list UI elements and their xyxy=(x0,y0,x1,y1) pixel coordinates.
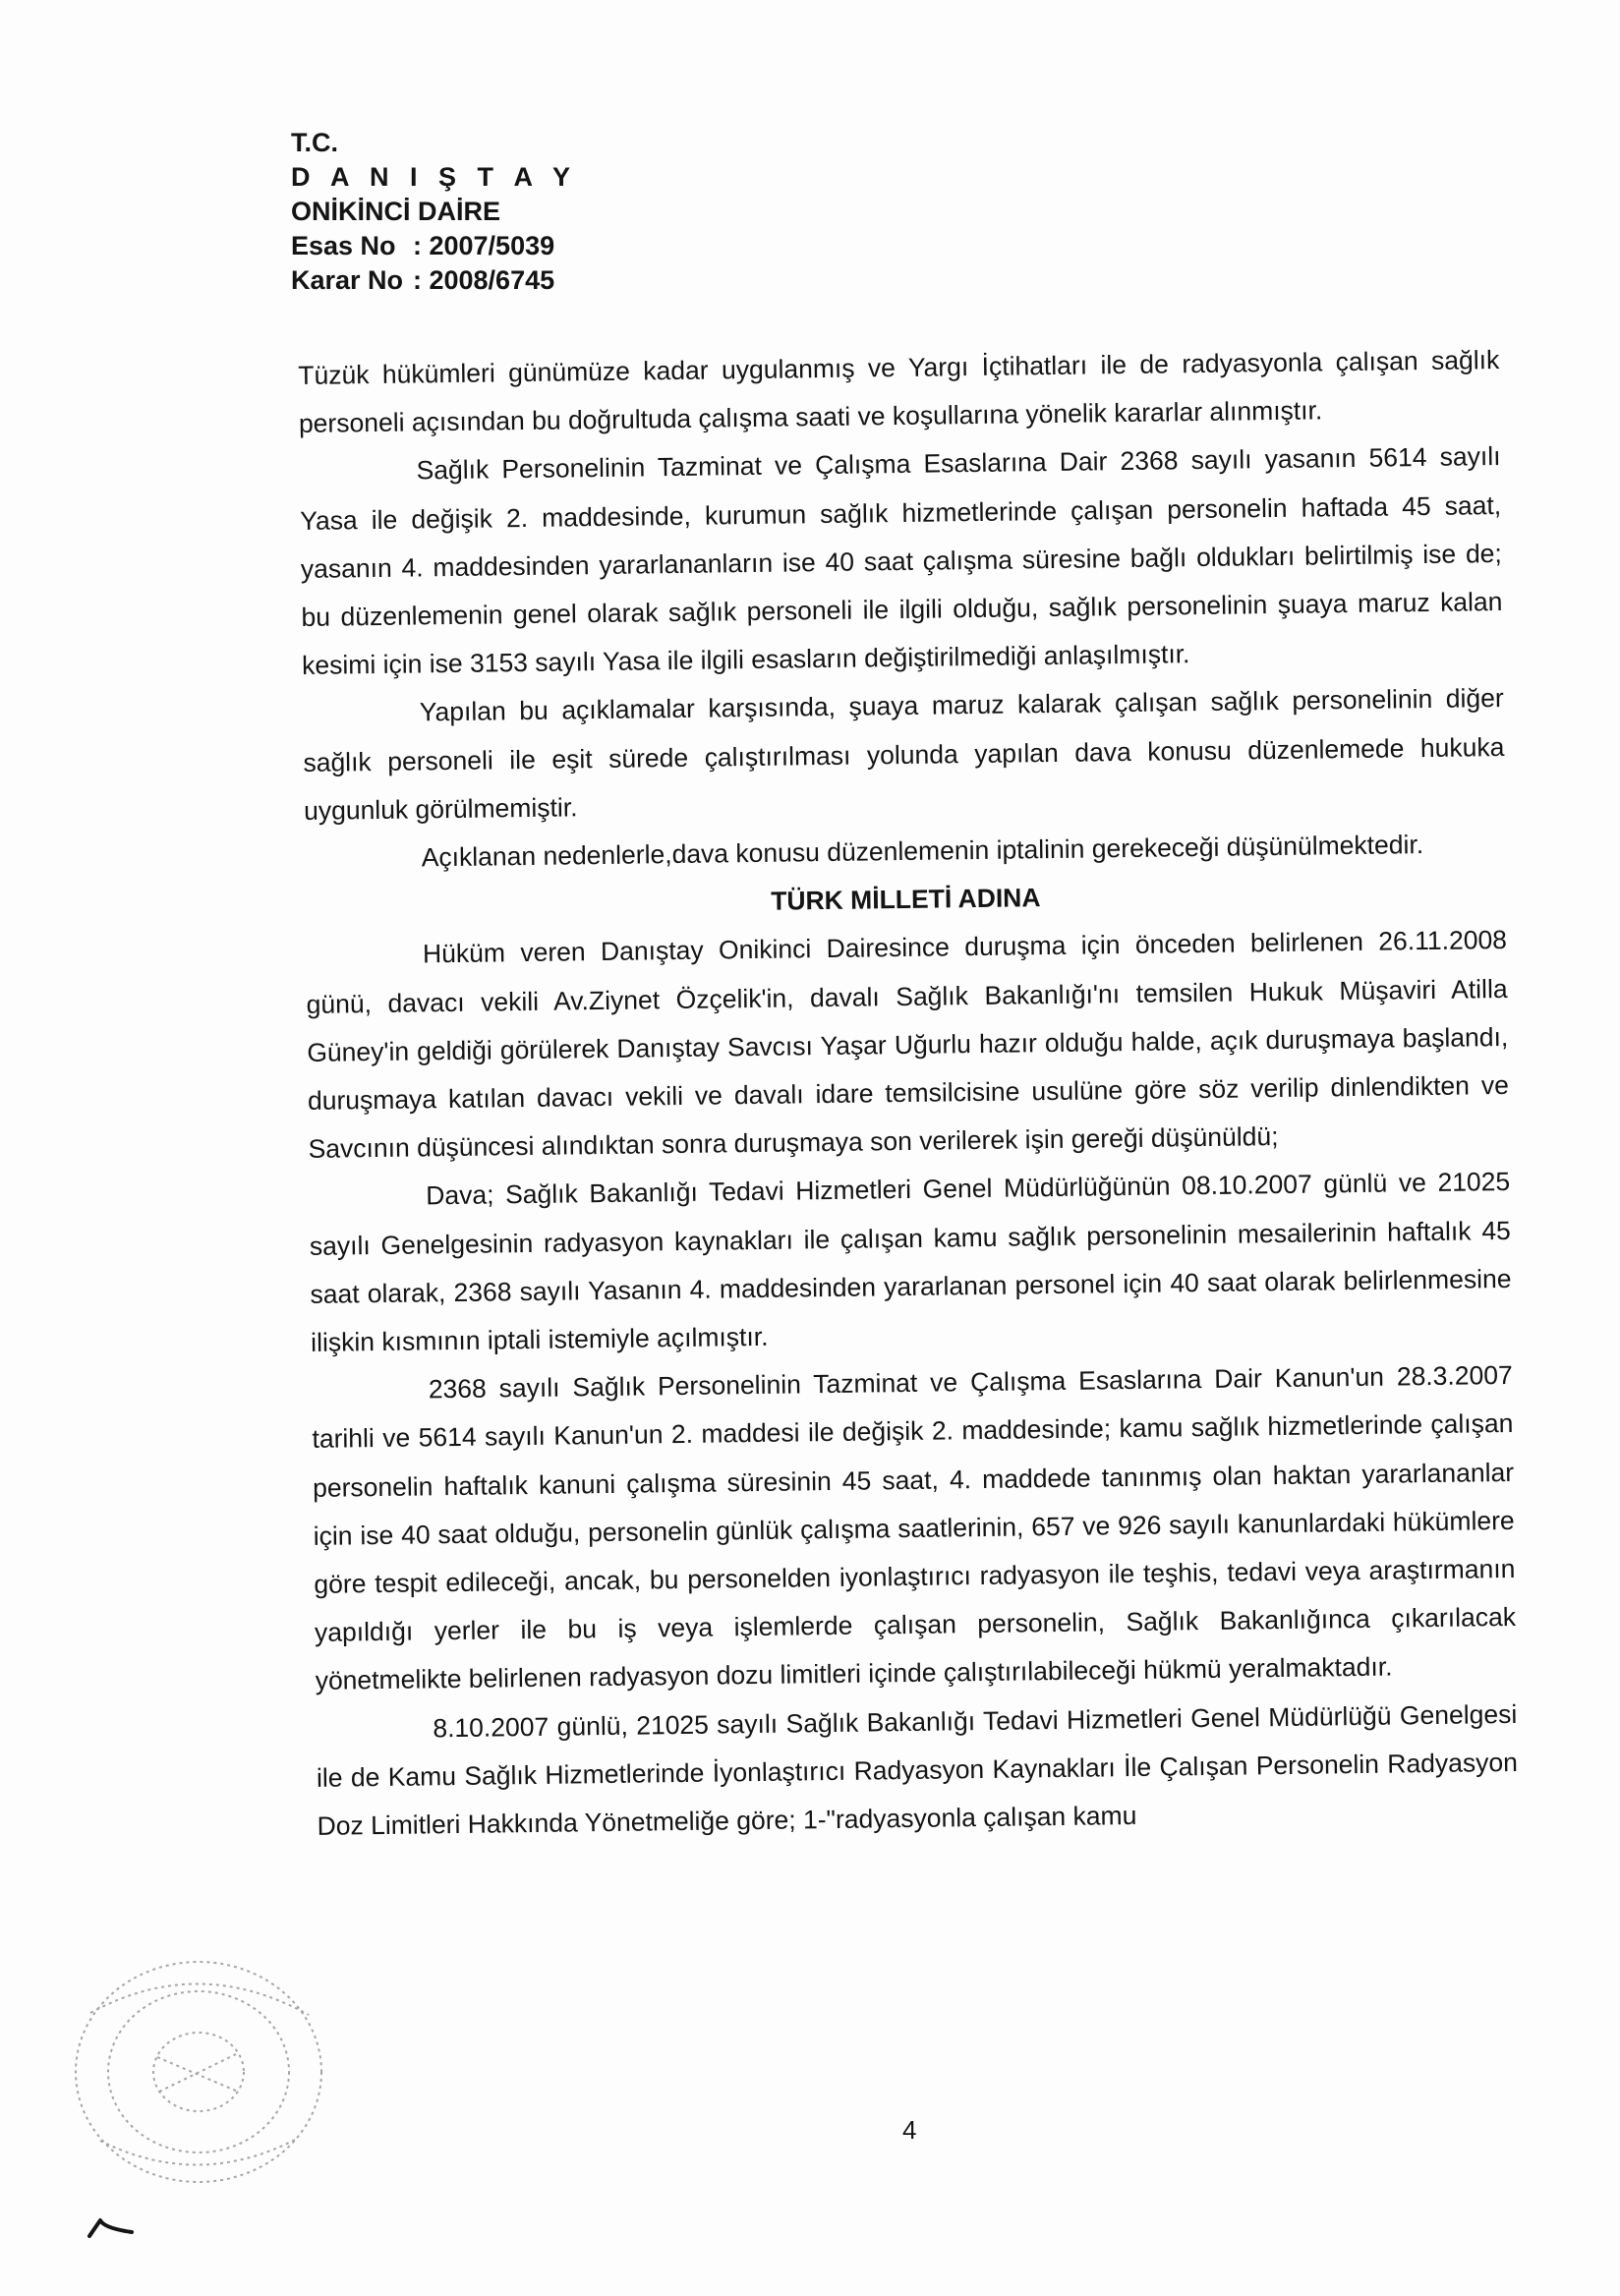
esas-label: Esas No xyxy=(291,231,396,260)
pen-mark-icon xyxy=(87,2214,136,2240)
paragraph-5: Hüküm veren Danıştay Onikinci Dairesince duruşma için önceden belirlenen 26.11.2008 günü, davacı vekili Av.Ziynet Özçelik'in, davalı Sağlık Bakanlığı'nı temsilen Hukuk Müşaviri Atilla Güney'in geldiği görülerek Danıştay Savcısı Yaşar Uğurlu hazır olduğu halde, açık duruşmaya başlandı, duruşmaya katılan davacı vekili ve davalı idare temsilcisine usulüne göre söz verilip dinlendikten ve Savcının düşüncesi alındıktan sonra duruşmaya son verilerek işin gereği düşünüldü; xyxy=(306,925,1510,1165)
karar-row xyxy=(291,263,577,298)
paragraph-3: Yapılan bu açıklamalar karşısında, şuaya maruz kalarak çalışan sağlık personelinin diğer sağlık personeli ile eşit sürede çalıştırılması yolunda yapılan dava konusu düzenlemede hukuka uygunluk görülmemiştir. xyxy=(303,683,1505,826)
section-heading: TÜRK MİLLETİ ADINA xyxy=(771,883,1041,916)
karar-value: : 2008/6745 xyxy=(413,265,555,295)
esas-row xyxy=(291,229,577,263)
chamber-name: ONİKİNCİ DAİRE xyxy=(291,197,501,226)
paragraph-8: 8.10.2007 günlü, 21025 sayılı Sağlık Bakanlığı Tedavi Hizmetleri Genel Müdürlüğü Genelgesi ile de Kamu Sağlık Hizmetlerinde İyonlaştırıcı Radyasyon Kaynakları İle Çalışan Personelin Radyasyon Doz Limitleri Hakkında Yönetmeliğe göre; 1-"radyasyonla çalışan kamu xyxy=(316,1698,1519,1841)
official-stamp-icon xyxy=(51,1944,346,2200)
esas-value: : 2007/5039 xyxy=(413,231,555,260)
paragraph-6: Dava; Sağlık Bakanlığı Tedavi Hizmetleri Genel Müdürlüğünün 08.10.2007 günlü ve 21025 sayılı Genelgesinin radyasyon kaynakları ile çalışan kamu sağlık personelinin mesailerinin haftalık 45 saat olarak, 2368 sayılı Yasanın 4. maddesinden yararlanan personel için 40 saat olarak belirlenmesine ilişkin kısmının iptali istemiyle açılmıştır. xyxy=(309,1167,1512,1357)
page-number: 4 xyxy=(902,2115,917,2145)
karar-label: Karar No xyxy=(291,265,404,295)
country-label: T.C. xyxy=(291,128,339,157)
document-body xyxy=(298,336,1519,1851)
paragraph-2: Sağlık Personelinin Tazminat ve Çalışma Esaslarına Dair 2368 sayılı yasanın 5614 sayılı Yasa ile değişik 2. maddesinde, kurumun sağlık hizmetlerinde çalışan personelin haftada 45 saat, yasanın 4. maddesinden yararlananların ise 40 saat çalışma süresine bağlı oldukları belirtilmiş ise de; bu düzenlemenin genel olarak sağlık personeli ile ilgili olduğu, sağlık personelinin şuaya maruz kalan kesimi için ise 3153 sayılı Yasa ile ilgili esasların değiştirilmediği anlaşılmıştır. xyxy=(300,441,1503,681)
court-name: D A N I Ş T A Y xyxy=(291,162,578,192)
paragraph-7: 2368 sayılı Sağlık Personelinin Tazminat ve Çalışma Esaslarına Dair Kanun'un 28.3.2007 tarihli ve 5614 sayılı Kanun'un 2. maddesi ile değişik 2. maddesinde; kamu sağlık hizmetlerinde çalışan personelin haftalık kanuni çalışma süresinin 45 saat, 4. maddede tanınmış olan haktan yararlananlar için ise 40 saat olduğu, personelin günlük çalışma saatlerinin, 657 ve 926 sayılı kanunlardaki hükümlere göre tespit edileceği, ancak, bu personelden iyonlaştırıcı radyasyon ile teşhis, tedavi veya araştırmanın yapıldığı yerler ile bu iş veya işlemlerde çalışan personelin, Sağlık Bakanlığınca çıkarılacak yönetmelikte belirlenen radyasyon dozu limitleri içinde çalıştırılabileceği hükmü yeralmaktadır. xyxy=(312,1360,1517,1696)
paragraph-4: Açıklanan nedenlerle,dava konusu düzenlemenin iptalinin gerekeceği düşünülmektedir. xyxy=(421,830,1424,873)
paragraph-1: Tüzük hükümleri günümüze kadar uygulanmış ve Yargı İçtihatları ile de radyasyonla çalışan sağlık personeli açısından bu doğrultuda çalışma saati ve koşullarına yönelik kararlar alınmıştır. xyxy=(298,345,1500,439)
document-header xyxy=(291,126,577,298)
